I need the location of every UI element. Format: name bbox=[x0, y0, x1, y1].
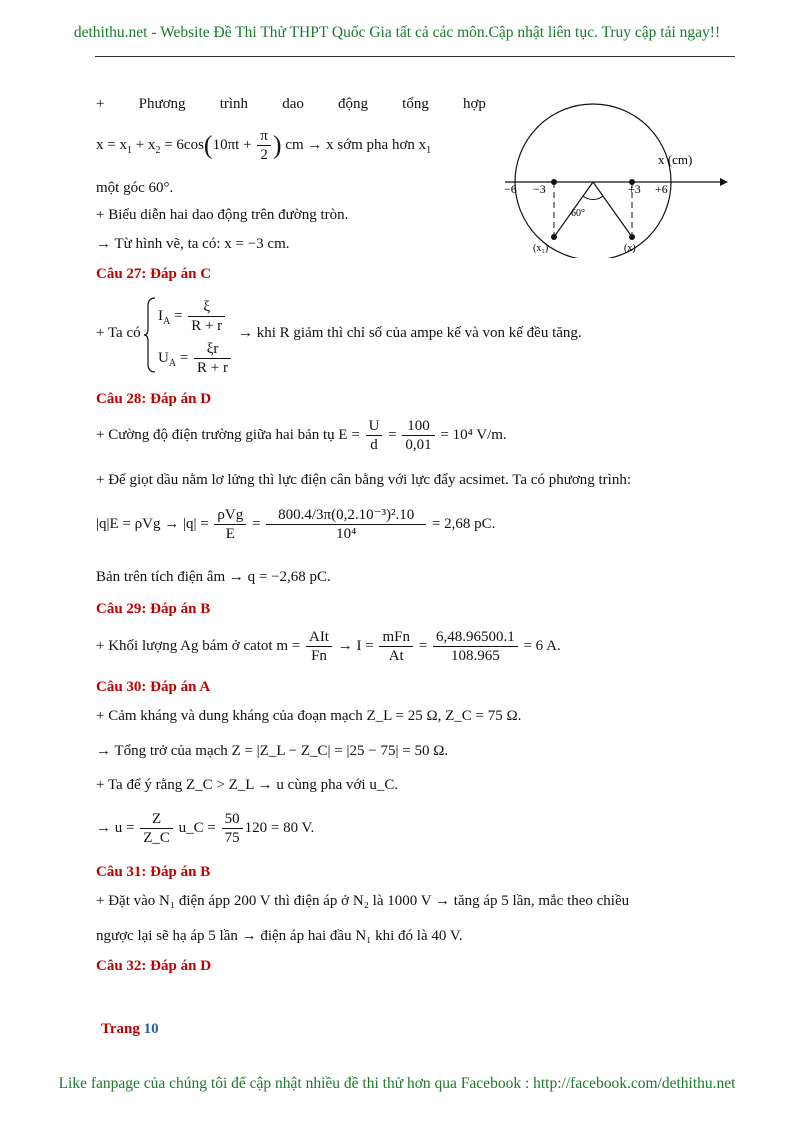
intro-word: động bbox=[338, 96, 369, 112]
intro-line-1 bbox=[96, 96, 486, 113]
angle-label: 60° bbox=[571, 208, 585, 219]
q27-ia: $I_A$ = $\frac{\xi}{R + r}$ bbox=[158, 298, 227, 335]
intro-angle: một góc 60°. bbox=[96, 180, 174, 196]
q30-line-4: → u = $\frac{Z}{Z\_C}$ u_C = $\frac{50}{75}$ 120 = 80 V. bbox=[96, 811, 315, 846]
circle bbox=[515, 104, 671, 258]
tick-label: −3 bbox=[533, 182, 546, 196]
point-label: (x) bbox=[624, 243, 636, 254]
angle-arc bbox=[583, 196, 603, 200]
q30-line-2: → Tổng trở của mạch Z = |Z_L − Z_C| = |25 − 75| = 50 Ω. bbox=[96, 743, 449, 759]
point-x bbox=[629, 234, 635, 240]
q28-heading: Câu 28: Đáp án D bbox=[96, 391, 212, 407]
point-label: (x₁) bbox=[533, 243, 549, 254]
q31-heading: Câu 31: Đáp án B bbox=[96, 864, 211, 880]
q28-equation: |q|E = ρVg → |q| = $\frac{\text{ρVg}}{E}$ = $\frac{\text{800.4/3π(0,2.10⁻³)².10}}{\text{10⁴}}$ = 2,68 pC. bbox=[96, 507, 496, 542]
system-brace bbox=[143, 296, 157, 374]
q27-lead: + Ta có bbox=[96, 325, 141, 341]
axis-label: x (cm) bbox=[658, 152, 693, 167]
q30-line-3: + Ta để ý rằng Z_C > Z_L → u cùng pha với u_C. bbox=[96, 777, 399, 793]
q31-line-1: + Đặt vào N₁ điện ápp 200 V thì điện áp ở N₂ là 1000 V → tăng áp 5 lần, mắc theo chiều bbox=[96, 893, 630, 909]
q28-line-1: + Cường độ điện trường giữa hai bản tụ E = $\frac{U}{d}$ = $\frac{100}{0,01}$ = 10⁴ V/m. bbox=[96, 418, 507, 453]
vector-x bbox=[593, 182, 632, 237]
header-divider bbox=[95, 56, 735, 57]
q27-conclusion: → khi R giảm thì chỉ số của ampe kế và von kế đều tăng. bbox=[238, 325, 582, 341]
intro-word: Phương bbox=[138, 96, 186, 112]
x-axis-arrow bbox=[720, 178, 728, 186]
site-header: dethithu.net - Website Đề Thi Thử THPT Quốc Gia tất cả các môn.Cập nhật liên tục. Truy cập tải ngay!! bbox=[73, 24, 721, 41]
q29-equation: + Khối lượng Ag bám ở catot m = $\frac{\text{AIt}}{Fn}$ → I = $\frac{\text{mFn}}{At}$ = $\frac{6,48.96500.1}{108.965}$ = 6 A. bbox=[96, 629, 561, 664]
q32-heading: Câu 32: Đáp án D bbox=[96, 958, 212, 974]
intro-circle-note: + Biểu diễn hai dao động trên đường tròn. bbox=[96, 207, 349, 223]
q28-line-4: Bản trên tích điện âm → q = −2,68 pC. bbox=[96, 569, 331, 585]
pi-over-two: $\frac{\pi}{2}$ bbox=[257, 127, 271, 164]
intro-word: dao bbox=[282, 96, 304, 112]
intro-result: → Từ hình vẽ, ta có: x = −3 cm. bbox=[96, 236, 290, 252]
intro-word: tổng bbox=[402, 96, 429, 112]
tick-label: −6 bbox=[504, 182, 517, 196]
intro-word: hợp bbox=[463, 96, 486, 112]
intro-word: + bbox=[96, 96, 105, 112]
q28-line-2: + Để giọt dầu nằm lơ lửng thì lực điện cân bằng với lực đẩy acsimet. Ta có phương trình: bbox=[96, 472, 631, 488]
q27-heading: Câu 27: Đáp án C bbox=[96, 266, 212, 282]
q29-heading: Câu 29: Đáp án B bbox=[96, 601, 211, 617]
point-x1 bbox=[551, 234, 557, 240]
q31-line-2: ngược lại sẽ hạ áp 5 lần → điện áp hai đầu N₁ khi đó là 40 V. bbox=[96, 928, 463, 944]
q27-ua: $U_A$ = $\frac{\xi r}{R + r}$ bbox=[158, 340, 233, 377]
tick-label: +3 bbox=[628, 182, 641, 196]
page-number: Trang 10 bbox=[101, 1021, 159, 1037]
intro-word: trình bbox=[219, 96, 249, 112]
q30-heading: Câu 30: Đáp án A bbox=[96, 679, 211, 695]
phase-circle-figure bbox=[495, 86, 735, 258]
tick-label: +6 bbox=[655, 182, 668, 196]
intro-equation: $x = x_1 + x_2 = 6\cos(10\pi t$ + $\frac{\pi}{2}$ ) cm → x sớm pha hơn $x_1$ bbox=[96, 128, 432, 163]
point-minus-3 bbox=[551, 179, 557, 185]
site-footer: Like fanpage của chúng tôi để cập nhật nhiều đề thi thử hơn qua Facebook : http://facebook.com/dethithu.net bbox=[58, 1075, 736, 1092]
q30-line-1: + Cảm kháng và dung kháng của đoạn mạch Z_L = 25 Ω, Z_C = 75 Ω. bbox=[96, 708, 522, 724]
